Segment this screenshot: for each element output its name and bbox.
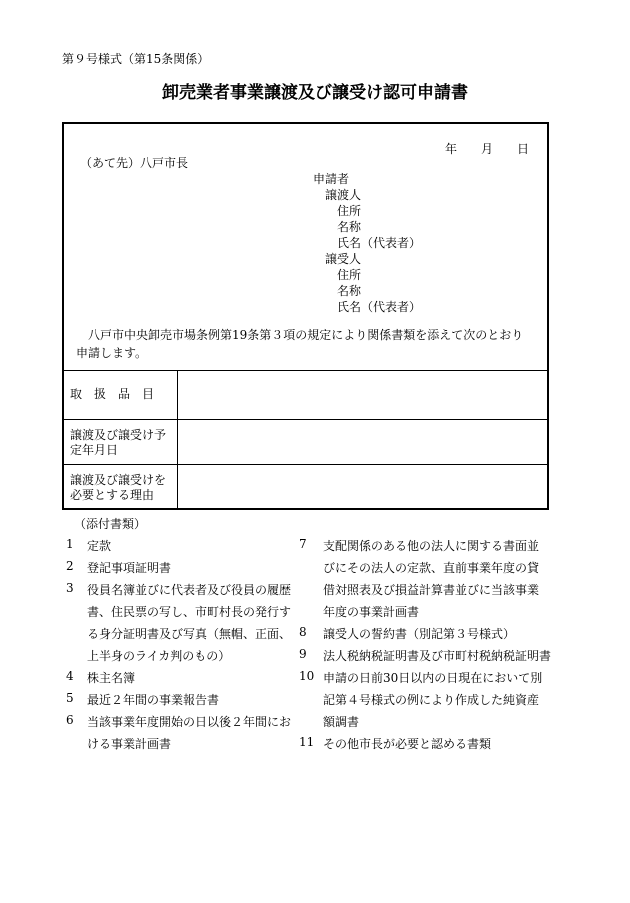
attachment-number: 2 <box>66 559 74 573</box>
applicant-label: 申請者 <box>313 172 350 186</box>
transferee-name-label: 名称 <box>337 284 362 298</box>
transferee-label: 譲受人 <box>325 252 362 266</box>
items-field[interactable] <box>178 371 547 418</box>
transferor-name-label: 名称 <box>337 220 362 234</box>
attachment-item-text: 額調書 <box>323 715 360 729</box>
attachment-item-text: 法人税納税証明書及び市町村税納税証明書 <box>323 649 552 663</box>
date-line: 年 月 日 <box>444 142 529 156</box>
attachment-item-text: 株主名簿 <box>87 671 136 685</box>
page-title: 卸売業者事業譲渡及び譲受け認可申請書 <box>162 83 468 103</box>
attachment-item-text: 年度の事業計画書 <box>323 605 420 619</box>
transferee-address-label: 住所 <box>337 268 362 282</box>
reason-label <box>70 473 166 503</box>
application-form-box <box>62 122 549 510</box>
attachment-item-text: びにその法人の定款、直前事業年度の貸 <box>323 561 540 575</box>
attachment-item-text: 書、住民票の写し、市町村長の発行す <box>87 605 292 619</box>
attachment-item-text: 記第４号様式の例により作成した純資産 <box>323 693 540 707</box>
attachment-number: 11 <box>299 735 315 749</box>
schedule-date-label-line-1: 譲渡及び譲受け予 <box>70 428 167 442</box>
transferor-label: 譲渡人 <box>325 188 362 202</box>
attachment-item-text: 支配関係のある他の法人に関する書面並 <box>323 539 540 553</box>
attachment-number: 6 <box>66 713 74 727</box>
attachment-number: 3 <box>66 581 74 595</box>
transferee-representative-label: 氏名（代表者） <box>337 300 422 314</box>
attachment-item-text: その他市長が必要と認める書類 <box>323 737 492 751</box>
attachment-number: 1 <box>66 537 74 551</box>
attachment-item-text: 定款 <box>87 539 112 553</box>
attachment-item-text: 借対照表及び損益計算書並びに当該事業 <box>323 583 540 597</box>
transferor-representative-label: 氏名（代表者） <box>337 236 422 250</box>
attachment-item-text: 登記事項証明書 <box>87 561 172 575</box>
attachment-number: 4 <box>66 669 74 683</box>
attachment-item-text: ける事業計画書 <box>87 737 172 751</box>
schedule-date-label <box>70 428 166 458</box>
reason-label-line-2: 必要とする理由 <box>70 488 155 502</box>
attachment-number: 7 <box>299 537 307 551</box>
attachment-item-text: 役員名簿並びに代表者及び役員の履歴 <box>87 583 292 597</box>
attachment-item-text: 申請の日前30日以内の日現在において別 <box>323 671 543 685</box>
attachment-number: 10 <box>299 669 315 683</box>
addressee: （あて先）八戸市長 <box>80 156 189 170</box>
schedule-date-label-line-2: 定年月日 <box>70 443 119 457</box>
attachment-number: 5 <box>66 691 74 705</box>
schedule-date-field[interactable] <box>178 420 547 463</box>
reason-field[interactable] <box>178 465 547 508</box>
attachments-header: （添付書類） <box>74 517 147 531</box>
attachment-item-text: 最近２年間の事業報告書 <box>87 693 220 707</box>
attachment-item-text: 当該事業年度開始の日以後２年間にお <box>87 715 292 729</box>
form-number: 第９号様式（第15条関係） <box>62 52 210 66</box>
attachment-item-text: 譲受人の誓約書（別記第３号様式） <box>323 627 516 641</box>
transferor-address-label: 住所 <box>337 204 362 218</box>
items-label: 取 扱 品 目 <box>70 387 155 401</box>
reason-label-line-1: 譲渡及び譲受けを <box>70 473 167 487</box>
attachment-item-text: る身分証明書及び写真（無帽、正面、 <box>87 627 292 641</box>
body-text-line-1: 八戸市中央卸売市場条例第19条第３項の規定により関係書類を添えて次のとおり <box>88 328 524 342</box>
body-text-line-2: 申請します。 <box>76 346 148 360</box>
attachment-number: 9 <box>299 647 307 661</box>
attachment-number: 8 <box>299 625 307 639</box>
attachment-item-text: 上半身のライカ判のもの） <box>87 649 231 663</box>
